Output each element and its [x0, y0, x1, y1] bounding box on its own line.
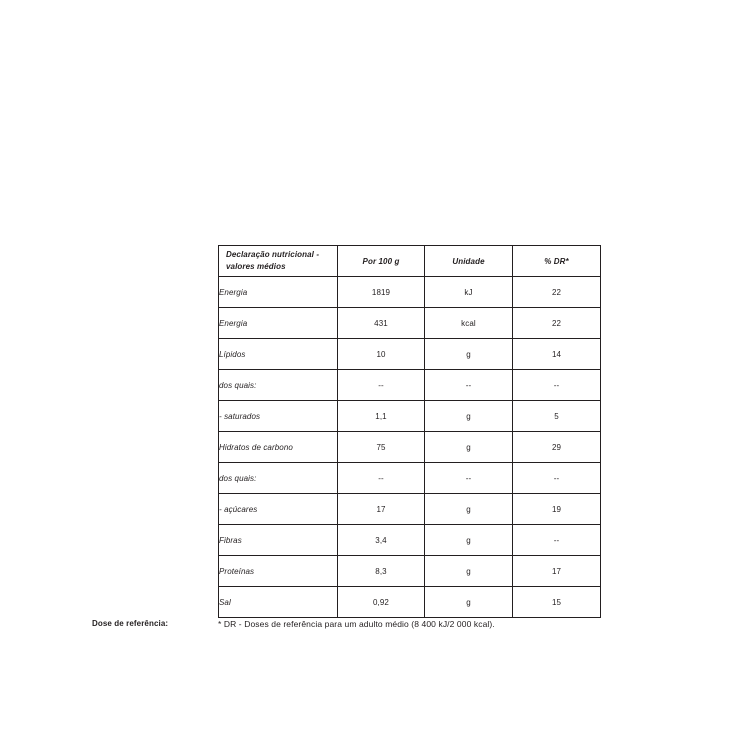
table-row [219, 525, 601, 556]
table-row [219, 556, 601, 587]
row-dr: 15 [513, 587, 601, 618]
row-label: dos quais: [219, 463, 338, 494]
row-dr: -- [513, 463, 601, 494]
row-dr: -- [513, 370, 601, 401]
row-label: Sal [219, 587, 338, 618]
column-header-dr: % DR* [513, 246, 601, 277]
row-label: dos quais: [219, 370, 338, 401]
row-dr: 14 [513, 339, 601, 370]
footnote-text: * DR - Doses de referência para um adulto médio (8 400 kJ/2 000 kcal). [218, 619, 495, 629]
table-row [219, 277, 601, 308]
row-unit: kcal [425, 308, 513, 339]
row-value: -- [338, 463, 425, 494]
table-row [219, 463, 601, 494]
row-unit: g [425, 432, 513, 463]
row-value: 17 [338, 494, 425, 525]
row-value: 75 [338, 432, 425, 463]
row-value: 10 [338, 339, 425, 370]
row-unit: kJ [425, 277, 513, 308]
table-row [219, 339, 601, 370]
row-label: Energia [219, 308, 338, 339]
footnote-label: Dose de referência: [92, 619, 169, 628]
reference-intake-footnote [0, 619, 750, 635]
row-value: 3,4 [338, 525, 425, 556]
row-value: 8,3 [338, 556, 425, 587]
table-header-row [219, 246, 601, 277]
row-label: Energia [219, 277, 338, 308]
row-unit: g [425, 401, 513, 432]
table-row [219, 370, 601, 401]
nutrition-table [218, 245, 601, 618]
row-label: Proteínas [219, 556, 338, 587]
row-value: 1,1 [338, 401, 425, 432]
column-header-unit: Unidade [425, 246, 513, 277]
row-unit: g [425, 339, 513, 370]
table-row [219, 432, 601, 463]
table-row [219, 587, 601, 618]
row-unit: g [425, 587, 513, 618]
table-row [219, 308, 601, 339]
column-header-per-100g: Por 100 g [338, 246, 425, 277]
row-unit: -- [425, 370, 513, 401]
table-row [219, 401, 601, 432]
row-value: 0,92 [338, 587, 425, 618]
row-value: 1819 [338, 277, 425, 308]
row-unit: g [425, 525, 513, 556]
row-unit: g [425, 556, 513, 587]
row-dr: -- [513, 525, 601, 556]
row-label: Lípidos [219, 339, 338, 370]
row-value: -- [338, 370, 425, 401]
row-label: Fibras [219, 525, 338, 556]
table-row [219, 494, 601, 525]
row-dr: 17 [513, 556, 601, 587]
row-unit: -- [425, 463, 513, 494]
row-dr: 29 [513, 432, 601, 463]
row-value: 431 [338, 308, 425, 339]
row-dr: 22 [513, 277, 601, 308]
row-dr: 5 [513, 401, 601, 432]
column-header-declaration: Declaração nutricional - valores médios [219, 246, 338, 277]
row-dr: 22 [513, 308, 601, 339]
row-dr: 19 [513, 494, 601, 525]
row-label: - açúcares [219, 494, 338, 525]
row-unit: g [425, 494, 513, 525]
row-label: - saturados [219, 401, 338, 432]
row-label: Hidratos de carbono [219, 432, 338, 463]
